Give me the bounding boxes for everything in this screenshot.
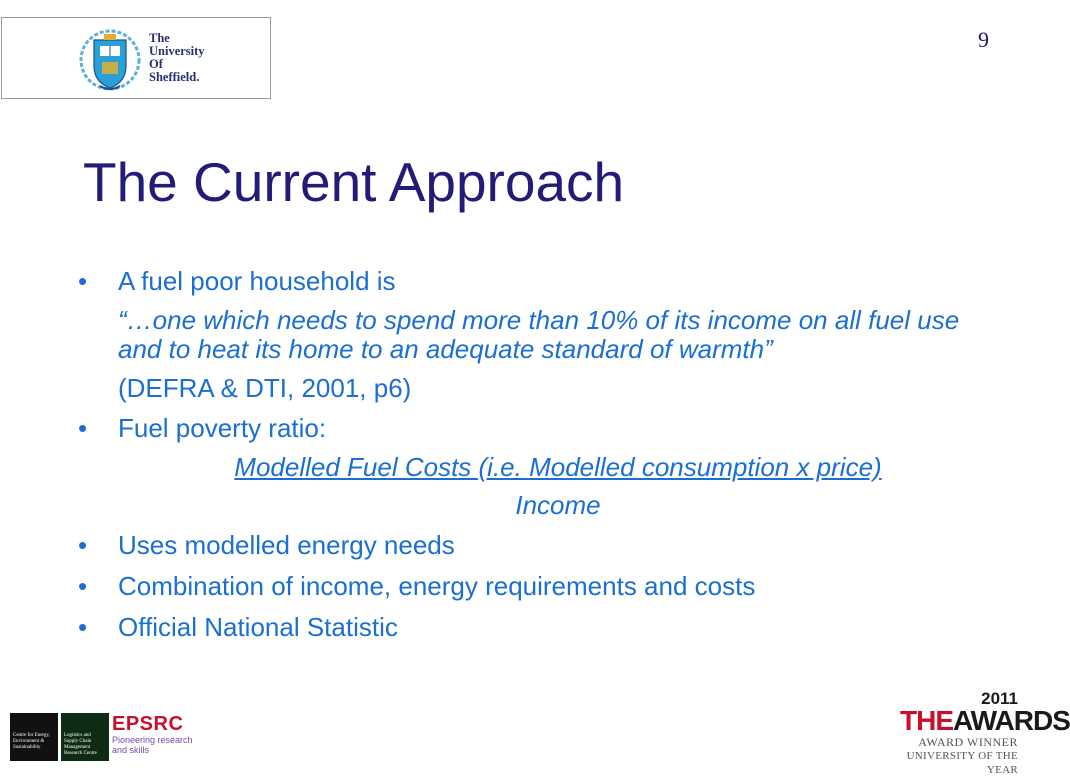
ratio-numerator bbox=[78, 453, 998, 482]
epsrc-tagline-1: Pioneering research bbox=[112, 735, 193, 745]
university-logo bbox=[1, 17, 271, 99]
awards-winner: AWARD WINNER bbox=[918, 735, 1018, 749]
awards-title bbox=[900, 705, 1070, 736]
bullet-item bbox=[78, 529, 998, 561]
citation: (DEFRA & DTI, 2001, p6) bbox=[118, 373, 412, 403]
bullet-text: Fuel poverty ratio: bbox=[118, 413, 327, 443]
the-awards-logo bbox=[900, 689, 1070, 777]
bullet-item bbox=[78, 570, 998, 602]
awards-the: THE bbox=[900, 705, 953, 736]
page-number: 9 bbox=[978, 27, 989, 52]
epsrc-tagline-2: and skills bbox=[112, 745, 150, 755]
epsrc-logo bbox=[112, 713, 202, 761]
bullet-item bbox=[78, 265, 998, 297]
slide-title: The Current Approach bbox=[83, 151, 625, 213]
logistics-centre-logo: Logistics and Supply Chain Management Research Centre bbox=[61, 713, 109, 761]
bullet-text: Combination of income, energy requirements and costs bbox=[118, 571, 756, 601]
logo-line-1: The bbox=[149, 31, 170, 45]
partner-logos bbox=[10, 713, 202, 761]
bullet-text: Official National Statistic bbox=[118, 612, 398, 642]
bullet-item bbox=[78, 611, 998, 643]
bullet-dot: • bbox=[78, 571, 88, 601]
definition-quote: “…one which needs to spend more than 10% of its income on all fuel use and to heat its home to an adequate standard of warmth” bbox=[118, 305, 960, 364]
bullet-text: Uses modelled energy needs bbox=[118, 530, 455, 560]
university-name bbox=[149, 32, 205, 84]
awards-university-of-year: UNIVERSITY OF THE YEAR bbox=[906, 750, 1018, 776]
awards-word: AWARDS bbox=[953, 705, 1070, 736]
logo-line-3: Of bbox=[149, 57, 163, 71]
slide-body bbox=[78, 265, 998, 652]
bullet-dot: • bbox=[78, 413, 88, 443]
logo-line-2: University bbox=[149, 44, 205, 58]
energy-centre-logo: Centre for Energy, Environment & Sustainability bbox=[10, 713, 58, 761]
ratio-denominator: Income bbox=[515, 490, 601, 520]
bullet-dot: • bbox=[78, 266, 88, 296]
bullet-dot: • bbox=[78, 612, 88, 642]
university-crest-icon bbox=[80, 26, 140, 94]
logo-line-4: Sheffield. bbox=[149, 70, 200, 84]
bullet-dot: • bbox=[78, 530, 88, 560]
bullet-item bbox=[78, 412, 998, 444]
ratio-numerator-text: Modelled Fuel Costs (i.e. Modelled consumption x price) bbox=[234, 452, 882, 482]
epsrc-name: EPSRC bbox=[112, 713, 184, 735]
awards-year: 2011 bbox=[981, 689, 1018, 708]
bullet-text: A fuel poor household is bbox=[118, 266, 396, 296]
